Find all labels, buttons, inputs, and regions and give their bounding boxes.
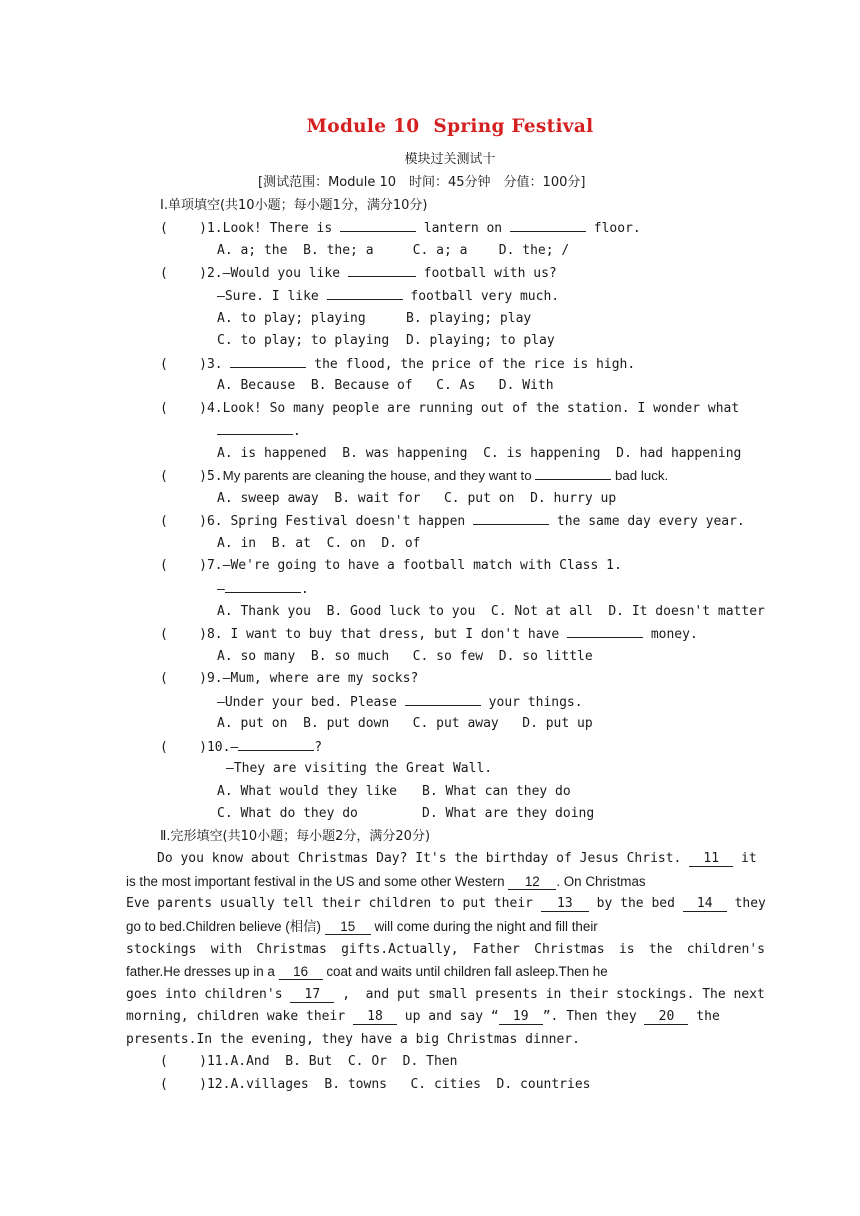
passage-line: Do you know about Christmas Day? It's the birthday of Jesus Christ. 11 it [157,851,757,866]
question-10-option-a: A. What would they like [217,784,398,799]
cloze-blank-15[interactable]: 15 [325,920,371,935]
answer-paren[interactable]: ( ) [160,266,207,281]
blank[interactable] [217,422,293,435]
blank[interactable] [535,467,611,480]
passage-line: is the most important festival in the US and some other Western 12 . On Christmas [126,874,646,889]
title-topic: Spring Festival [433,116,594,137]
passage-line: morning, children wake their 18 up and say “ 19 ”. Then they 20 the [126,1009,720,1024]
passage-line: presents.In the evening, they have a big Christmas dinner. [126,1032,580,1047]
passage-line: goes into children's 17 , and put small presents in their stockings. The next [126,987,765,1002]
passage-line: go to bed.Children believe (相信) 15 will come during the night and fill their [126,919,598,934]
question-9-reply: —Under your bed. Please your things. [217,695,583,710]
cloze-blank-14[interactable]: 14 [683,897,727,912]
question-10-option-b: B. What can they do [422,784,571,799]
question-1: ( )1.Look! There is lantern on floor. [160,221,641,236]
question-6: ( )6. Spring Festival doesn't happen the same day every year. [160,514,745,529]
passage-line: father.He dresses up in a 16 coat and waits until children fall asleep.Then he [126,964,608,979]
blank[interactable] [473,512,549,525]
answer-paren[interactable]: ( ) [160,558,207,573]
cloze-blank-11[interactable]: 11 [689,852,733,867]
question-1-options: A. a; the B. the; a C. a; a D. the; / [217,243,570,258]
answer-paren[interactable]: ( ) [160,740,207,755]
passage-line: Eve parents usually tell their children to put their 13 by the bed 14 they [126,896,766,911]
blank[interactable] [340,219,416,232]
answer-paren[interactable]: ( ) [160,1077,207,1092]
answer-paren[interactable]: ( ) [160,469,207,484]
question-3-options: A. Because B. Because of C. As D. With [217,378,554,393]
question-5-options: A. sweep away B. wait for C. put on D. hurry up [217,491,617,506]
answer-paren[interactable]: ( ) [160,401,207,416]
question-2-option-a: A. to play; playing [217,311,366,326]
question-5: ( )5.My parents are cleaning the house, and they want to bad luck. [160,468,669,484]
question-7: ( )7.—We're going to have a football match with Class 1. [160,558,622,573]
answer-paren[interactable]: ( ) [160,1054,207,1069]
question-2-option-c: C. to play; to playing [217,333,390,348]
cloze-blank-18[interactable]: 18 [353,1010,397,1025]
question-2-option-b: B. playing; play [406,311,532,326]
blank[interactable] [238,738,314,751]
passage-line: stockings with Christmas gifts.Actually, Father Christmas is the children's [126,942,765,957]
title-module: Module 10 [306,116,420,137]
blank[interactable] [510,219,586,232]
cloze-blank-16[interactable]: 16 [279,965,323,980]
blank[interactable] [327,287,403,300]
cloze-blank-20[interactable]: 20 [644,1010,688,1025]
subtitle: 模块过关测试十 [404,152,496,167]
question-9-options: A. put on B. put down C. put away D. put up [217,716,593,731]
section1-heading: Ⅰ.单项填空(共10小题；每小题1分，满分10分) [160,198,428,213]
question-10-reply: —They are visiting the Great Wall. [226,761,493,776]
blank[interactable] [567,625,643,638]
blank[interactable] [230,355,306,368]
question-12: ( )12.A.villages B. towns C. cities D. countries [160,1077,591,1092]
test-scope: [测试范围：Module 10 时间：45分钟 分值：100分] [258,175,586,190]
answer-paren[interactable]: ( ) [160,627,207,642]
question-10: ( )10.— ? [160,740,323,755]
cloze-blank-12[interactable]: 12 [508,875,556,890]
cloze-blank-17[interactable]: 17 [290,988,334,1003]
blank[interactable] [348,264,416,277]
question-2: ( )2.—Would you like football with us? [160,266,557,281]
question-9: ( )9.—Mum, where are my socks? [160,671,419,686]
answer-paren[interactable]: ( ) [160,221,207,236]
answer-paren[interactable]: ( ) [160,514,207,529]
question-2-reply: —Sure. I like football very much. [217,289,560,304]
cloze-blank-13[interactable]: 13 [541,897,589,912]
answer-paren[interactable]: ( ) [160,671,207,686]
page-title [0,116,860,137]
question-4-options: A. is happened B. was happening C. is happening D. had happening [217,446,742,461]
question-8: ( )8. I want to buy that dress, but I don't have money. [160,627,698,642]
question-7-options: A. Thank you B. Good luck to you C. Not at all D. It doesn't matter [217,604,765,619]
question-2-option-d: D. playing; to play [406,333,555,348]
question-10-option-c: C. What do they do [217,806,358,821]
question-4-cont: . [217,422,301,441]
question-10-option-d: D. What are they doing [422,806,595,821]
question-11: ( )11.A.And B. But C. Or D. Then [160,1054,458,1069]
cloze-blank-19[interactable]: 19 [499,1010,543,1025]
question-7-reply: — . [217,582,309,597]
question-4: ( )4.Look! So many people are running out of the station. I wonder what [160,401,740,416]
question-8-options: A. so many B. so much C. so few D. so little [217,649,593,664]
section2-heading: Ⅱ.完形填空(共10小题；每小题2分，满分20分) [160,829,431,844]
question-6-options: A. in B. at C. on D. of [217,536,421,551]
answer-paren[interactable]: ( ) [160,357,207,372]
blank[interactable] [405,693,481,706]
question-3: ( )3. the flood, the price of the rice is high. [160,357,636,372]
blank[interactable] [225,580,301,593]
